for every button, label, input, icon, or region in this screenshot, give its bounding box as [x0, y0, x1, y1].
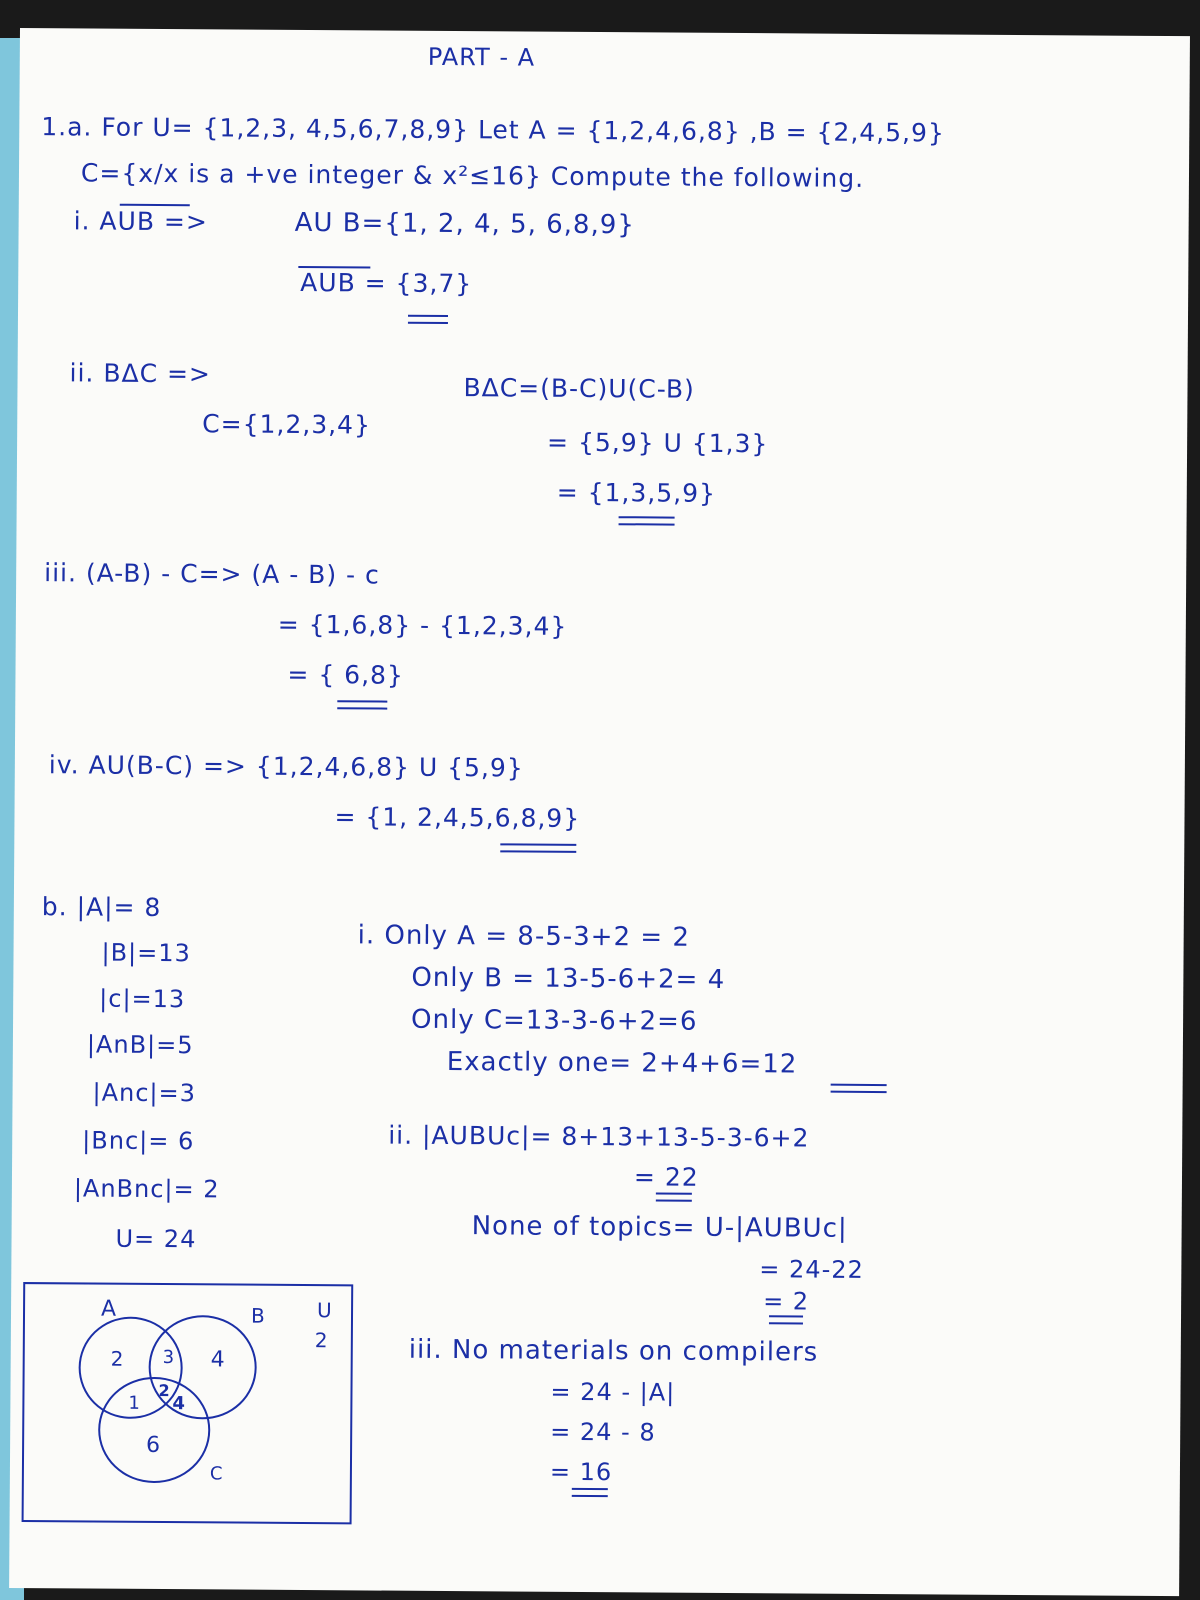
answer-underline: [769, 1315, 803, 1324]
q1a-line1: 1.a. For U= {1,2,3, 4,5,6,7,8,9} Let A = {1,2,4,6,8} ,B = {2,4,5,9}: [41, 112, 945, 148]
page-title: PART - A: [427, 42, 536, 72]
q1a-iii-step1: = {1,6,8} - {1,2,3,4}: [277, 609, 568, 641]
given-c: |c|=13: [99, 984, 186, 1014]
venn-diagram: [22, 1282, 354, 1524]
venn-label-c: C: [209, 1463, 224, 1485]
q1a-ii-label: ii. BΔC =>: [69, 358, 212, 389]
b-ii-line3: None of topics= U-|AUBUc|: [471, 1211, 848, 1244]
b-i-line4: Exactly one= 2+4+6=12: [446, 1047, 798, 1080]
given-a-and-b: |AnB|=5: [86, 1030, 194, 1060]
q1a-i-label: i. AUB =>: [73, 206, 208, 237]
b-ii-line1: ii. |AUBUc|= 8+13+13-5-3-6+2: [388, 1120, 810, 1153]
venn-a-and-b: 3: [162, 1347, 176, 1369]
b-iii-line2: = 24 - |A|: [550, 1377, 676, 1407]
q1a-ii-c: C={1,2,3,4}: [202, 409, 372, 440]
venn-label-a: A: [100, 1296, 118, 1322]
venn-only-c: 6: [146, 1432, 162, 1459]
answer-underline: [572, 1488, 608, 1497]
b-ii-line5: = 2: [763, 1287, 810, 1316]
given-a-b-c: |AnBnc|= 2: [73, 1174, 220, 1204]
venn-label-u: U: [316, 1298, 333, 1323]
q1b-label: b. |A|= 8: [41, 892, 162, 923]
venn-only-b: 4: [210, 1347, 226, 1373]
q1a-i-step1: AU B={1, 2, 4, 5, 6,8,9}: [294, 207, 635, 241]
venn-b-and-c: 4: [172, 1393, 187, 1415]
q1a-line2: C={x/x is a +ve integer & x²≤16} Compute the following.: [80, 158, 865, 193]
venn-only-a: 2: [110, 1346, 125, 1371]
given-b-and-c: |Bnc|= 6: [82, 1126, 195, 1156]
given-b: |B|=13: [101, 938, 191, 968]
venn-circle-c: [98, 1377, 211, 1484]
venn-center: 2: [158, 1381, 171, 1401]
answer-underline: [831, 1084, 887, 1093]
notebook-page: [9, 28, 1190, 1596]
given-a-and-c: |Anc|=3: [92, 1078, 197, 1108]
venn-outside-value: 2: [314, 1328, 329, 1353]
q1a-iii-label: iii. (A-B) - C=> (A - B) - c: [44, 558, 380, 590]
q1a-iv-label: iv. AU(B-C) => {1,2,4,6,8} U {5,9}: [48, 750, 524, 783]
q1a-ii-step1: BΔC=(B-C)U(C-B): [463, 373, 695, 404]
venn-label-b: B: [250, 1303, 266, 1328]
b-ii-line2: = 22: [633, 1162, 699, 1192]
venn-a-and-c: 1: [128, 1392, 141, 1414]
answer-underline: [619, 516, 675, 525]
q1a-ii-step2: = {5,9} U {1,3}: [547, 427, 769, 459]
q1a-iii-step2: = { 6,8}: [287, 659, 405, 690]
answer-underline: [408, 315, 448, 324]
b-i-line2: Only B = 13-5-6+2= 4: [411, 962, 726, 995]
q1a-ii-step3: = {1,3,5,9}: [556, 477, 717, 508]
answer-underline: [337, 700, 387, 709]
q1a-i-step2: AUB = {3,7}: [300, 267, 473, 299]
b-ii-line4: = 24-22: [759, 1255, 864, 1284]
b-iii-line1: iii. No materials on compilers: [408, 1334, 819, 1368]
b-iii-line4: = 16: [549, 1457, 613, 1487]
q1a-iv-step1: = {1, 2,4,5,6,8,9}: [334, 802, 581, 833]
b-i-line1: i. Only A = 8-5-3+2 = 2: [357, 920, 691, 953]
answer-underline: [656, 1192, 692, 1201]
b-iii-line3: = 24 - 8: [550, 1417, 656, 1447]
b-i-line3: Only C=13-3-6+2=6: [410, 1004, 698, 1037]
given-universe: U= 24: [115, 1224, 197, 1254]
answer-underline: [500, 843, 576, 853]
